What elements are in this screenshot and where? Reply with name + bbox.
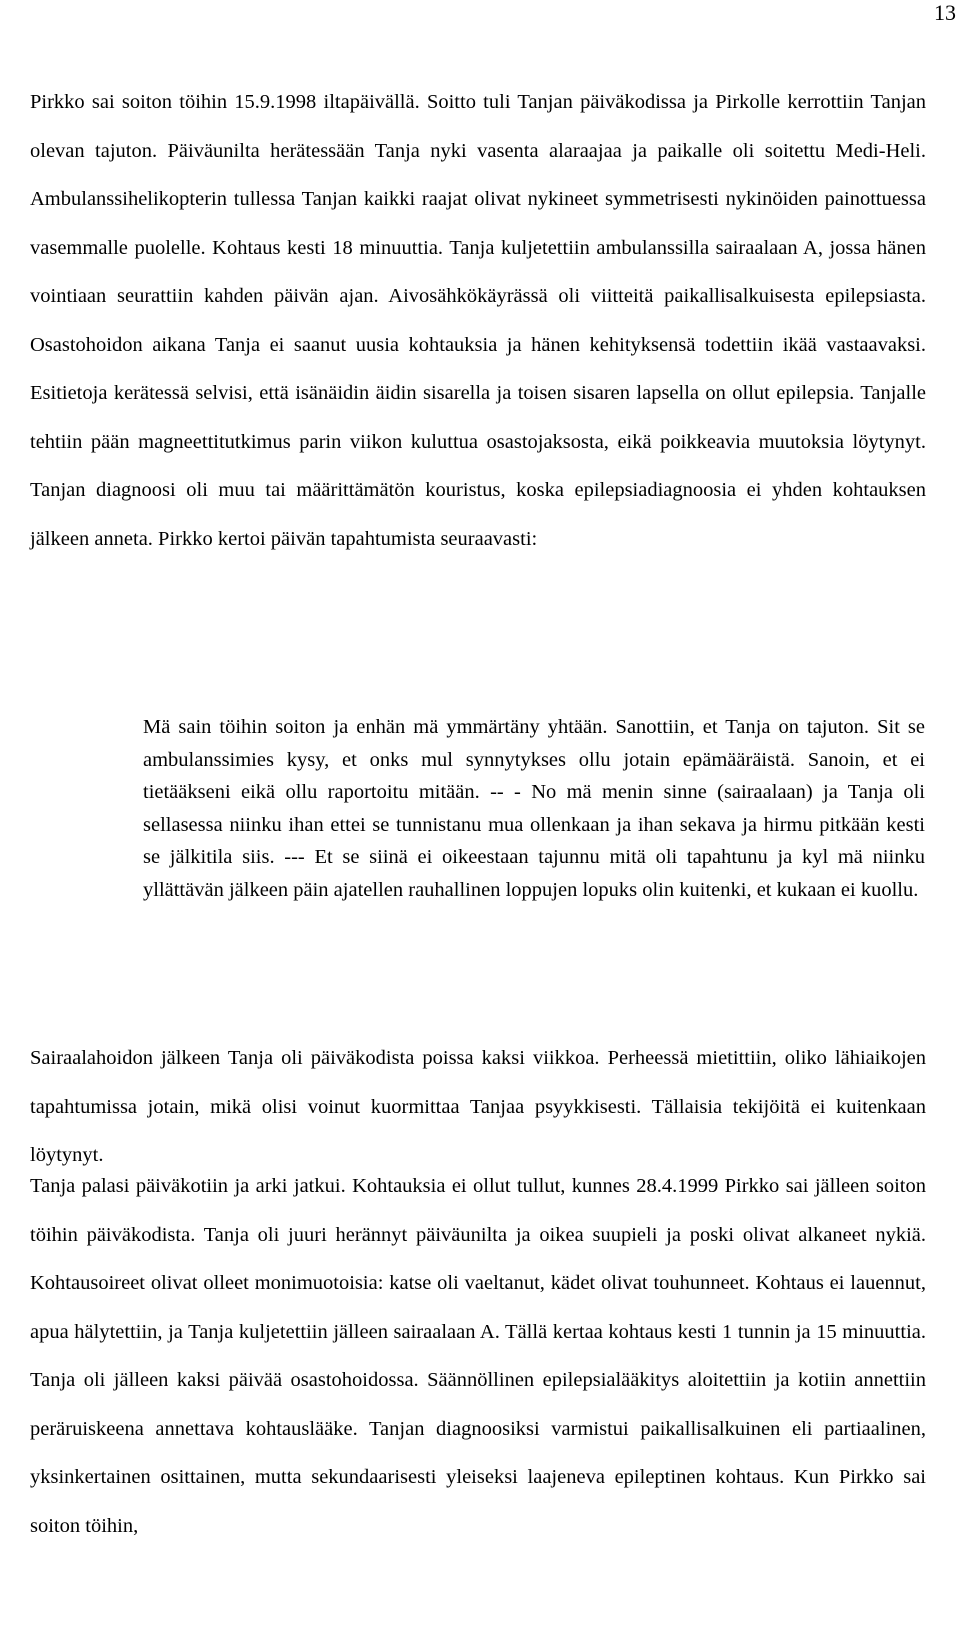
paragraph-second-seizure: Tanja palasi päiväkotiin ja arki jatkui. Kohtauksia ei ollut tullut, kunnes 28.4.1999 Pirkko sai jälleen soiton töihin päiväkodista. Tanja oli juuri herännyt päiväunilta ja oikea suupieli ja poski olivat alkaneet nykiä. Kohtausoireet olivat olleet monimuotoisia: katse oli vaeltanut, kädet olivat touhunneet. Kohtaus ei lauennut, apua hälytettiin, ja Tanja kuljetettiin jälleen sairaalaan A. Tällä kertaa kohtaus kesti 1 tunnin ja 15 minuuttia. Tanja oli jälleen kaksi päivää osastohoidossa. Säännöllinen epilepsialääkitys aloitettiin ja kotiin annettiin peräruiskeena annettava kohtauslääke. Tanjan diagnoosiksi varmistui paikallisalkuinen eli partiaalinen, yksinkertainen osittainen, mutta sekundaarisesti yleiseksi laajeneva epileptinen kohtaus. Kun Pirkko sai soiton töihin, [30, 1175, 926, 1537]
paragraph-first-seizure: Pirkko sai soiton töihin 15.9.1998 iltapäivällä. Soitto tuli Tanjan päiväkodissa ja Pirkolle kerrottiin Tanjan olevan tajuton. Päiväunilta herätessään Tanja nyki vasenta alaraajaa ja paikalle oli soitettu Medi-Heli. Ambulanssihelikopterin tullessa Tanjan kaikki raajat olivat nykineet symmetrisesti nykinöiden painottuessa vasemmalle puolelle. Kohtaus kesti 18 minuuttia. Tanja kuljetettiin ambulanssilla sairaalaan A, jossa hänen vointiaan seurattiin kahden päivän ajan. Aivosähkökäyrässä oli viitteitä paikallisalkuisesta epilepsiasta. Osastohoidon aikana Tanja ei saanut uusia kohtauksia ja hänen kehityksensä todettiin ikää vastaavaksi. Esitietoja kerätessä selvisi, että isänäidin äidin sisarella ja toisen sisaren lapsella on ollut epilepsia. Tanjalle tehtiin pään magneettitutkimus parin viikon kuluttua osastojaksosta, eikä poikkeavia muutoksia löytynyt. Tanjan diagnoosi oli muu tai määrittämätön kouristus, koska epilepsiadiagnoosia ei yhden kohtauksen jälkeen anneta. Pirkko kertoi päivän tapahtumista seuraavasti: [30, 91, 926, 550]
page-number: 13 [934, 0, 956, 25]
block-quote-interview: Mä sain töihin soiton ja enhän mä ymmärtäny yhtään. Sanottiin, et Tanja on tajuton. Sit se ambulanssimies kysy, et onks mul synnytykses ollu jotain epämääräistä. Sanoin, et ei tietääkseni eikä ollu raportoitu mitään. -- - No mä menin sinne (sairaalaan) ja Tanja oli sellasessa niinku ihan ettei se tunnistanu mua ollenkaan ja ihan sekava ja hirmu pitkään kesti se jälkitila siis. --- Et se siinä ei oikeestaan tajunnu mitä oli tapahtunu ja kyl mä niinku yllättävän jälkeen päin ajatellen rauhallinen loppujen lopuks olin kuitenki, et kukaan ei kuollu. [143, 716, 925, 901]
paragraph-after-hospital: Sairaalahoidon jälkeen Tanja oli päiväkodista poissa kaksi viikkoa. Perheessä mietittiin, oliko lähiaikojen tapahtumissa jotain, mikä olisi voinut kuormittaa Tanjaa psyykkisesti. Tällaisia tekijöitä ei kuitenkaan löytynyt. [30, 1047, 926, 1166]
